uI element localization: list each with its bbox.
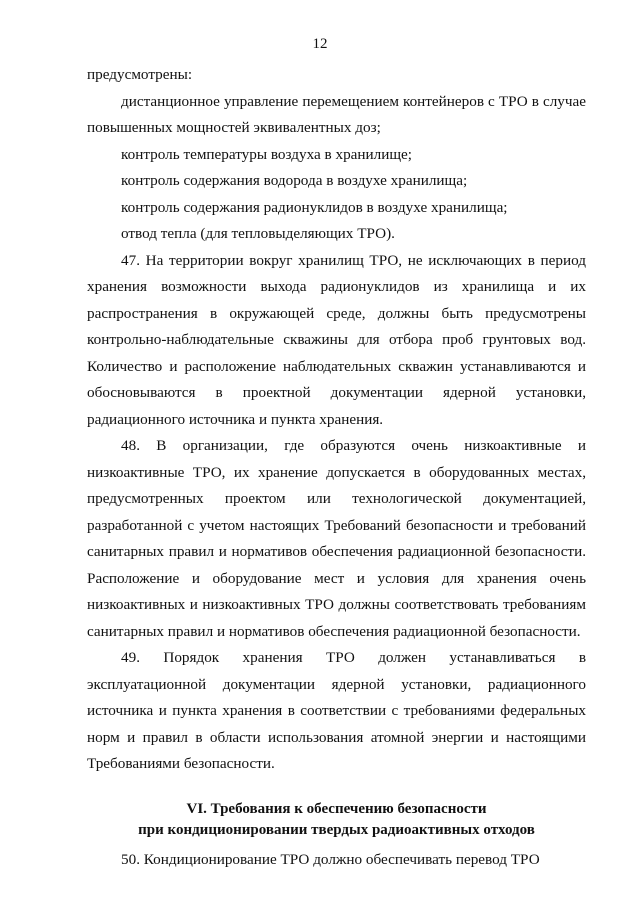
paragraph-intro: предусмотрены: [87,66,193,83]
paragraph-48: 48. В организации, где образуются очень низкоактивные и низкоактивные ТРО, их хранение допускается в оборудованных местах, предусмотренных проектом или технологической документацией, разработанной с учетом настоящих Требований безопасности и требований санитарных правил и нормативов обеспечения радиационной безопасности. Расположение и оборудование мест и условия для хранения очень низкоактивных и низкоактивных ТРО должны соответствовать требованиям санитарных правил и нормативов обеспечения радиационной безопасности. [87,437,586,640]
paragraph-47: 47. На территории вокруг хранилищ ТРО, не исключающих в период хранения возможности выхода радионуклидов из хранилища и их распространения в окружающей среде, должны быть предусмотрены контрольно-наблюдательные скважины для отбора проб грунтовых вод. Количество и расположение наблюдательных скважин устанавливаются и обосновываются в проектной документации ядерной установки, радиационного источника и пункта хранения. [87,251,586,428]
section-heading [87,799,586,841]
list-item-temperature-control: контроль температуры воздуха в хранилище; [121,145,413,163]
list-item-radionuclide-control: контроль содержания радионуклидов в воздухе хранилища; [121,198,508,216]
section-heading-line-1: VI. Требования к обеспечению безопасности [186,800,487,817]
list-item-hydrogen-control: контроль содержания водорода в воздухе хранилища; [121,172,468,189]
section-heading-line-2: при кондиционировании твердых радиоактивных отходов [138,821,535,838]
page-number: 12 [312,36,328,52]
paragraph-49: 49. Порядок хранения ТРО должен устанавливаться в эксплуатационной документации ядерной установки, радиационного источника и пункта хранения в соответствии с требованиями федеральных норм и правил в области использования атомной энергии и настоящими Требованиями безопасности. [87,649,586,772]
document-body [87,62,586,873]
list-item-remote-control: дистанционное управление перемещением контейнеров с ТРО в случае повышенных мощностей эквивалентных доз; [87,92,586,136]
paragraph-50: 50. Кондиционирование ТРО должно обеспечивать перевод ТРО [121,850,540,868]
list-item-heat-removal: отвод тепла (для тепловыделяющих ТРО). [121,225,395,242]
